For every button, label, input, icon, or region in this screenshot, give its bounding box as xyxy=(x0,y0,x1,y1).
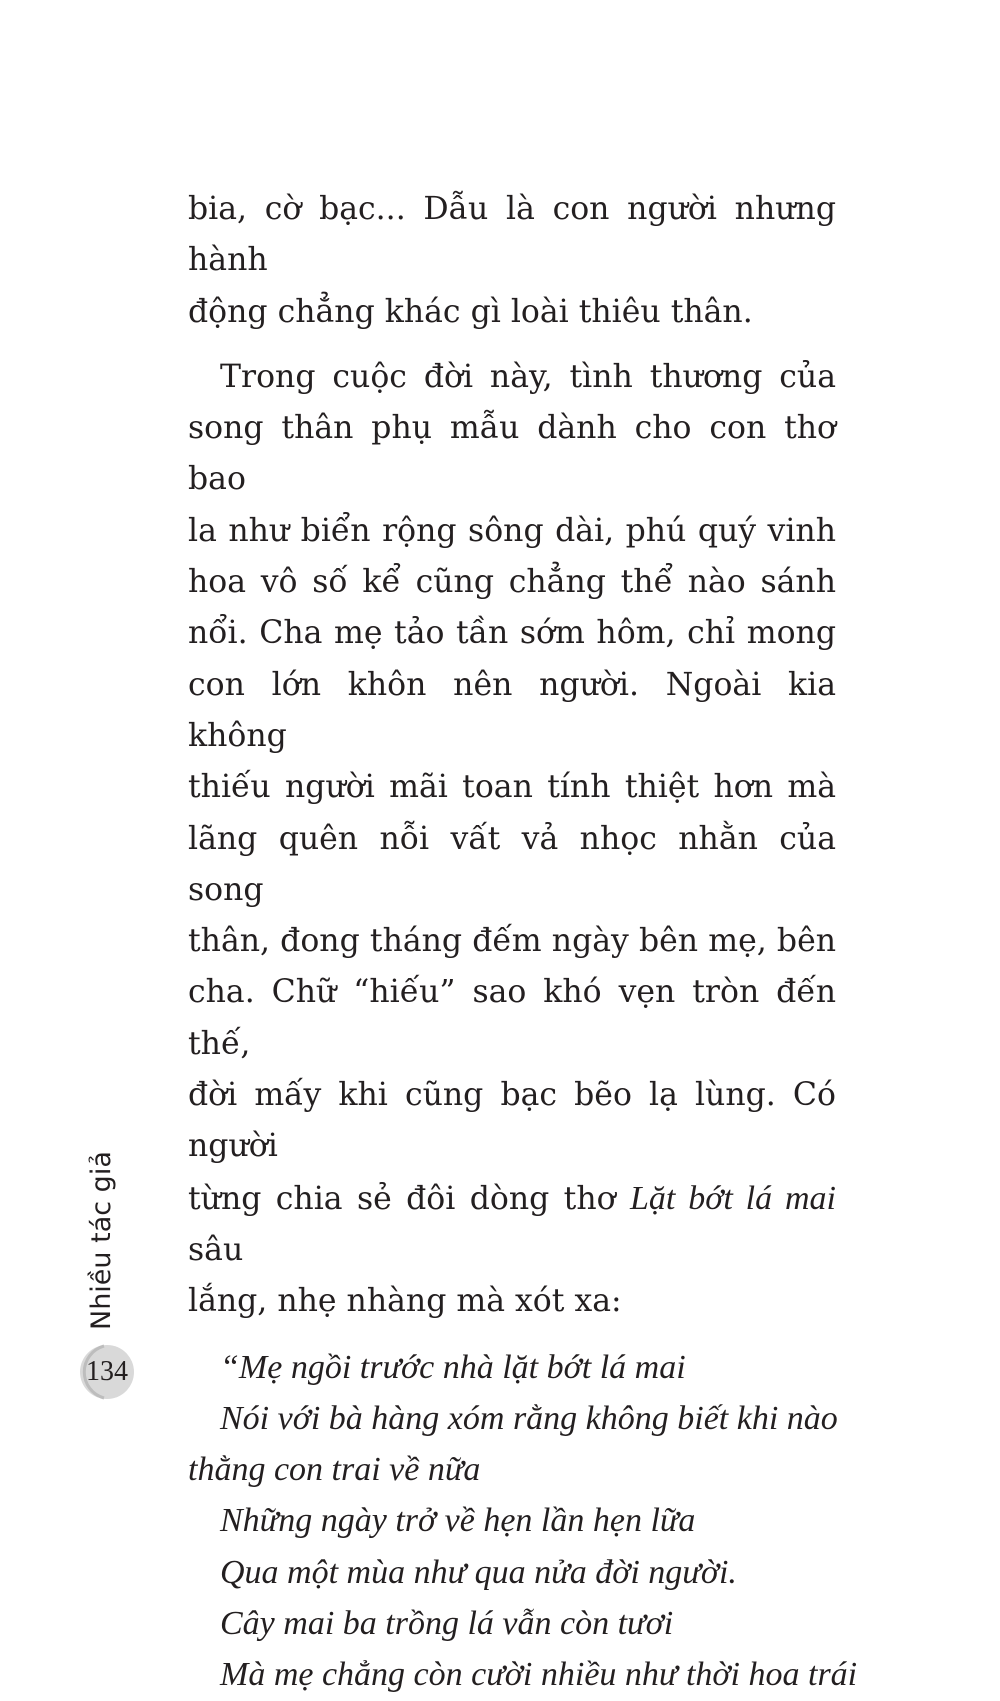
text-line: thiếu người mãi toan tính thiệt hơn mà xyxy=(188,769,836,806)
text-line: cha. Chữ “hiếu” sao khó vẹn tròn đến thế, xyxy=(188,974,836,1062)
poem-line: Nói với bà hàng xóm rằng không biết khi nào xyxy=(220,1399,838,1437)
text-line: lãng quên nỗi vất vả nhọc nhằn của song xyxy=(188,820,836,908)
poem-title: Lặt bớt lá mai xyxy=(629,1179,836,1217)
paragraph-1 xyxy=(188,184,836,338)
paragraph-2 xyxy=(188,352,836,1328)
text-line: Trong cuộc đời này, tình thương của xyxy=(220,358,836,395)
page-number-badge xyxy=(80,1345,134,1399)
poem-line: Qua một mùa như qua nửa đời người. xyxy=(220,1553,737,1591)
poem-line: “Mẹ ngồi trước nhà lặt bớt lá mai xyxy=(220,1348,686,1386)
text-line-with-title xyxy=(188,1173,836,1277)
text-line: lắng, nhẹ nhàng mà xót xa: xyxy=(188,1283,622,1320)
author-label: Nhiều tác giả xyxy=(86,1151,117,1330)
text-line: con lớn khôn nên người. Ngoài kia không xyxy=(188,666,836,754)
text-line: đời mấy khi cũng bạc bẽo lạ lùng. Có người xyxy=(188,1077,836,1165)
text-line: la như biển rộng sông dài, phú quý vinh xyxy=(188,512,836,549)
poem-line: Những ngày trở về hẹn lần hẹn lữa xyxy=(220,1502,696,1540)
text-line: động chẳng khác gì loài thiêu thân. xyxy=(188,293,753,330)
text-line: bia, cờ bạc... Dẫu là con người nhưng hành xyxy=(188,191,836,279)
poem-quote xyxy=(188,1342,858,1701)
page-number: 134 xyxy=(86,1356,128,1387)
text-line: song thân phụ mẫu dành cho con thơ bao xyxy=(188,410,836,498)
poem-line: Cây mai ba trồng lá vẫn còn tươi xyxy=(220,1605,674,1643)
line-text-before: từng chia sẻ đôi dòng thơ xyxy=(188,1180,630,1217)
text-line: hoa vô số kể cũng chẳng thể nào sánh xyxy=(188,564,836,601)
poem-line: Mà mẹ chẳng còn cười nhiều như thời hoa trái xyxy=(220,1656,858,1694)
poem-line: thằng con trai về nữa xyxy=(188,1451,481,1489)
body-text xyxy=(188,184,858,1701)
line-text-after: sâu xyxy=(188,1231,244,1268)
text-line: thân, đong tháng đếm ngày bên mẹ, bên xyxy=(188,923,836,960)
text-line: nổi. Cha mẹ tảo tần sớm hôm, chỉ mong xyxy=(188,615,836,652)
